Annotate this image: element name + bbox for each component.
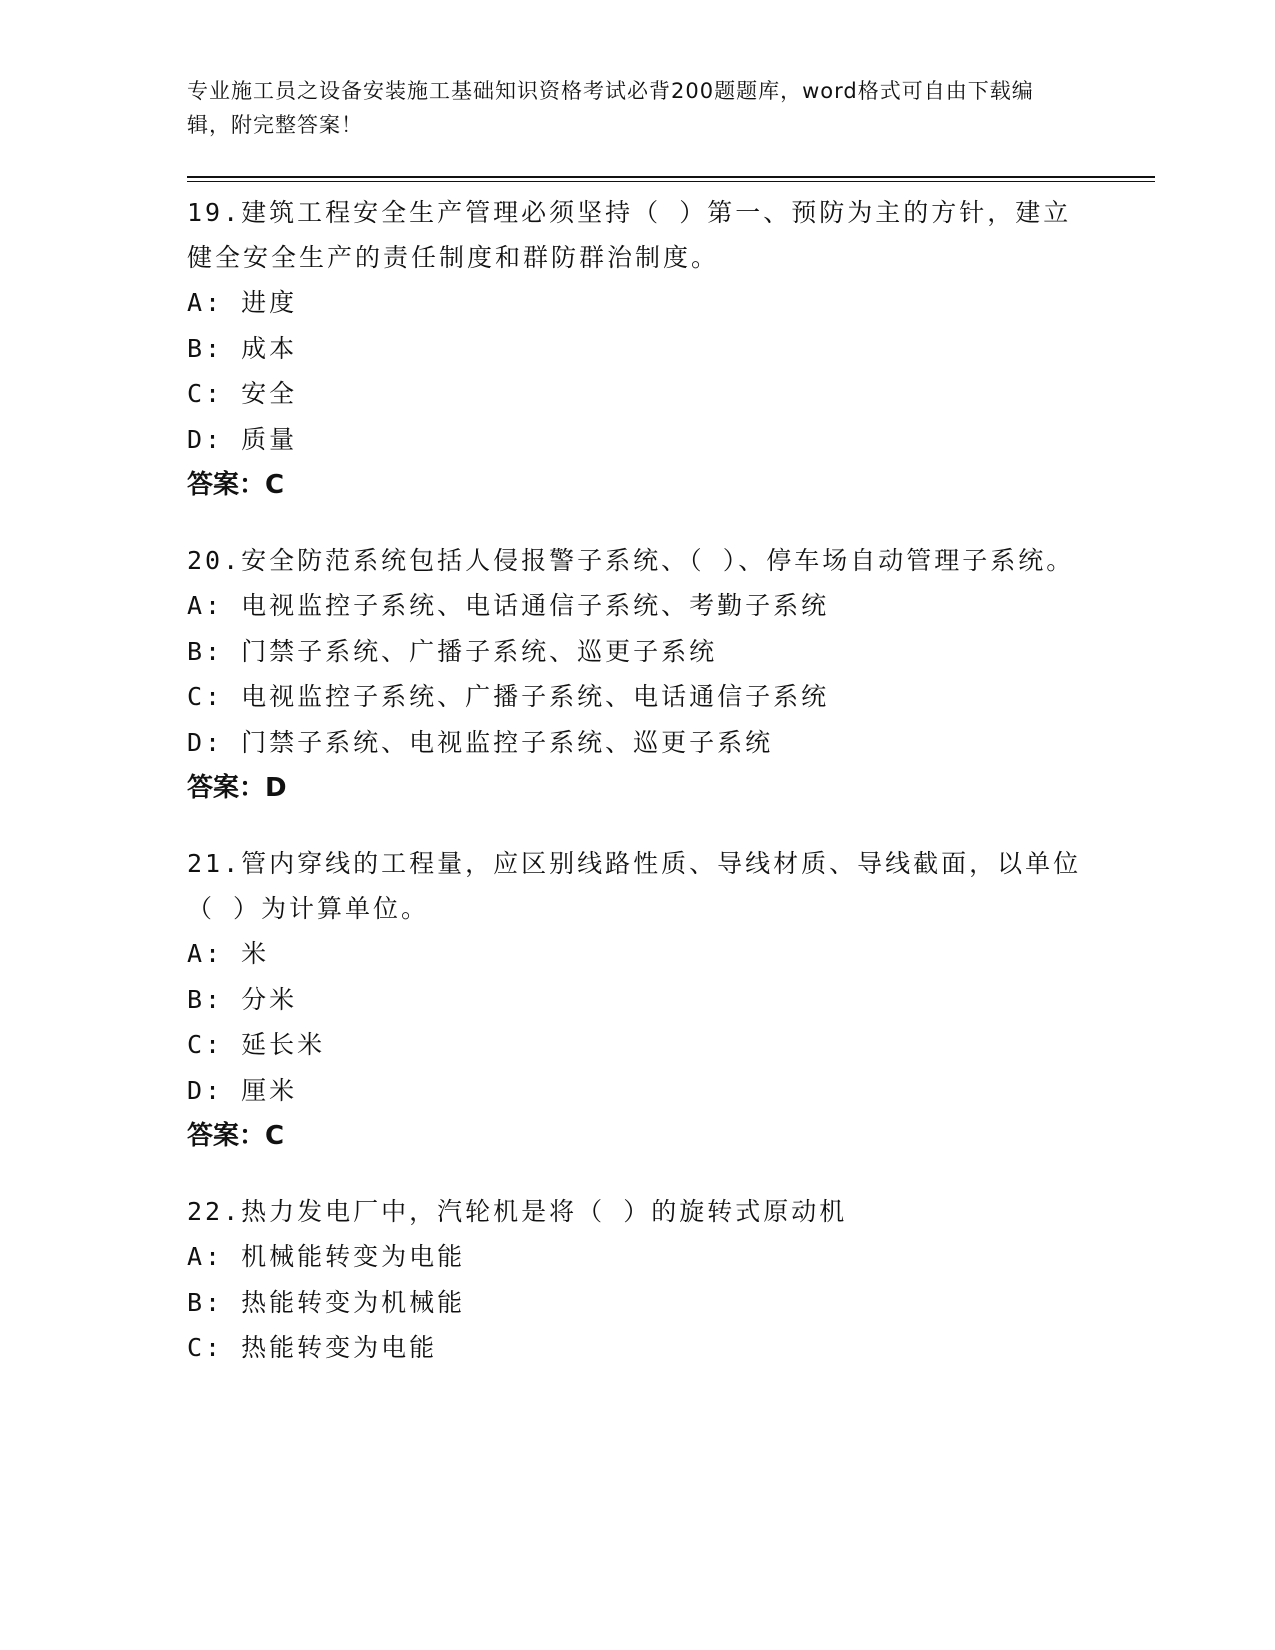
document-header: 专业施工员之设备安装施工基础知识资格考试必背200题题库，word格式可自由下载编辑，附完整答案！: [187, 79, 1034, 137]
header-divider-thick: [187, 176, 1155, 178]
option-a: A: 进度: [187, 288, 298, 317]
option-c: C: 延长米: [187, 1030, 326, 1059]
option-b: B: 分米: [187, 984, 298, 1014]
option-b: B: 门禁子系统、广播子系统、巡更子系统: [187, 636, 718, 666]
question-stem: 20.安全防范系统包括人侵报警子系统、（ ）、停车场自动管理子系统。: [187, 546, 1075, 575]
option-c: C: 热能转变为电能: [187, 1333, 438, 1362]
question-stem: 19.建筑工程安全生产管理必须坚持（ ）第一、预防为主的方针，建立健全安全生产的责任制度和群防群治制度。: [187, 198, 1072, 272]
option-d: D: 质量: [187, 424, 298, 454]
option-a: A: 机械能转变为电能: [187, 1242, 466, 1271]
option-c: C: 安全: [187, 379, 298, 408]
option-a: A: 电视监控子系统、电话通信子系统、考勤子系统: [187, 591, 830, 620]
answer-line: 答案：D: [187, 773, 287, 803]
option-b: B: 成本: [187, 333, 298, 363]
header-divider-thin: [187, 181, 1155, 182]
question-20: [187, 538, 1087, 811]
answer-line: 答案：C: [187, 1121, 285, 1151]
option-c: C: 电视监控子系统、广播子系统、电话通信子系统: [187, 682, 830, 711]
answer-line: 答案：C: [187, 470, 285, 500]
option-b: B: 热能转变为机械能: [187, 1287, 466, 1317]
question-stem: 21.管内穿线的工程量，应区别线路性质、导线材质、导线截面，以单位（ ）为计算单位。: [187, 849, 1082, 923]
question-stem: 22.热力发电厂中，汽轮机是将（ ）的旋转式原动机: [187, 1197, 848, 1226]
option-d: D: 门禁子系统、电视监控子系统、巡更子系统: [187, 727, 774, 757]
question-list: [187, 190, 1087, 1401]
question-21: [187, 841, 1087, 1159]
question-19: [187, 190, 1087, 508]
option-d: D: 厘米: [187, 1075, 298, 1105]
question-22: [187, 1189, 1087, 1371]
option-a: A: 米: [187, 939, 270, 968]
